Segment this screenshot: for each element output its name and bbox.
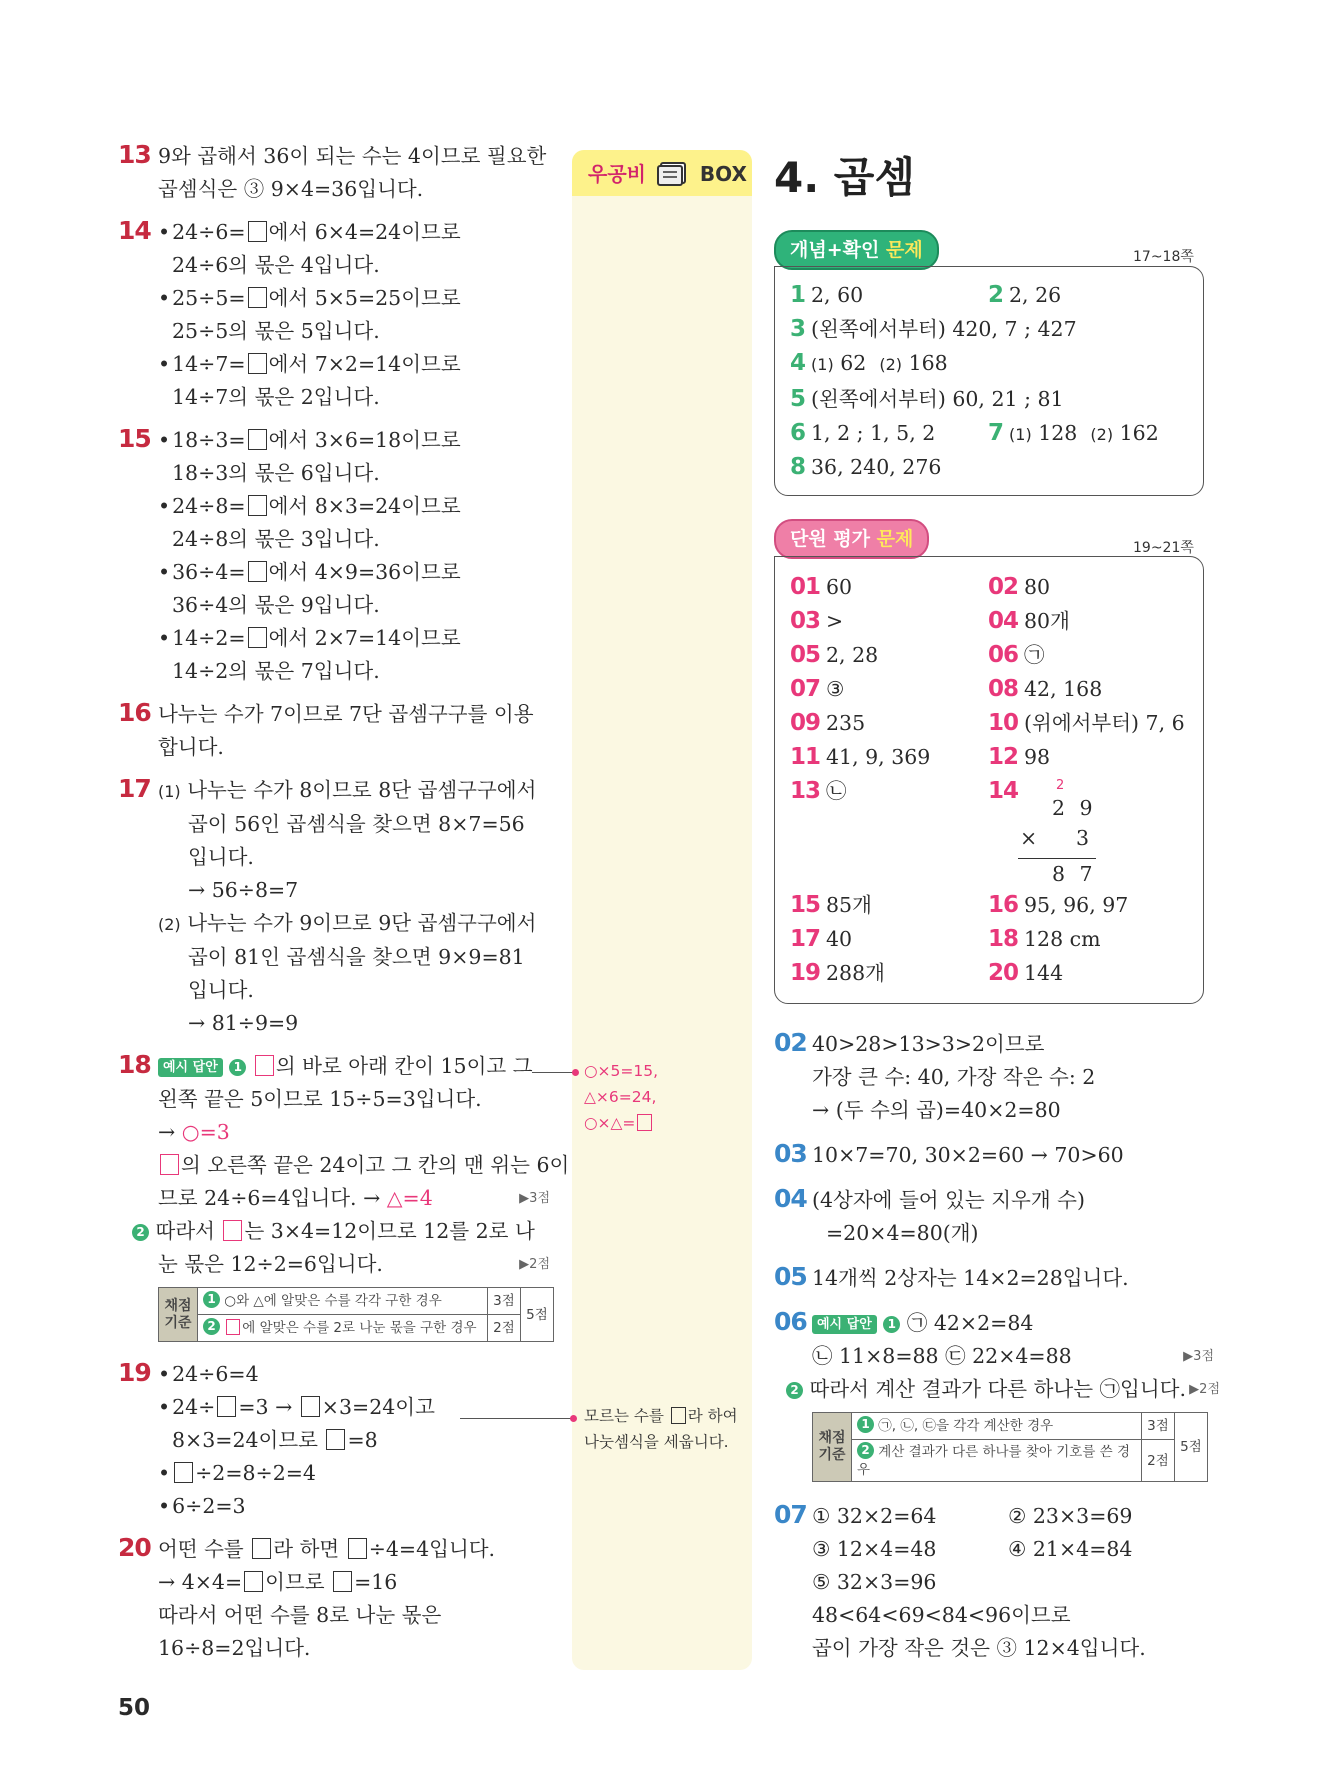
problem-number: 02: [774, 1028, 807, 1057]
grading-points: 3점: [1142, 1413, 1175, 1440]
answer-item-05: [790, 638, 878, 672]
answer-value: ㉠: [1024, 643, 1045, 667]
blank-box: [326, 1429, 345, 1450]
answer-item-11: [790, 740, 930, 774]
result-line: [1018, 858, 1096, 859]
answer-value: 288개: [826, 961, 885, 985]
problem-16: [118, 698, 558, 764]
text-line: 24÷8의 몫은 3입니다.: [172, 527, 380, 551]
answer-item-14: [988, 774, 1024, 808]
grading-points: 2점: [1142, 1440, 1175, 1482]
text-line: → 56÷8=7: [188, 878, 299, 902]
answer-item-15: [790, 888, 872, 922]
answer-row: [790, 416, 1190, 450]
answer-number: 08: [988, 676, 1019, 702]
note-line: △×6=24,: [584, 1088, 657, 1106]
text-line: 18÷3의 몫은 6입니다.: [172, 461, 380, 485]
text-line: =20×4=80(개): [826, 1221, 979, 1245]
text-line: 14÷7의 몫은 2입니다.: [172, 385, 380, 409]
blank-box: [252, 1538, 271, 1559]
blank-box: [248, 561, 267, 582]
answer-number: 18: [988, 926, 1019, 952]
text-line: ① 32×2=64 ② 23×3=69: [812, 1504, 1133, 1528]
text-line: (4상자에 들어 있는 지우개 수): [812, 1188, 1085, 1212]
text-line: • 24÷6=4: [158, 1358, 558, 1391]
grading-total: 5점: [521, 1288, 554, 1342]
grading-header: 채점 기준: [813, 1413, 852, 1482]
answer-item: 6 1, 2 ; 1, 5, 2: [790, 420, 936, 446]
page-range: 19~21쪽: [1133, 540, 1194, 556]
blank-box: [637, 1114, 652, 1131]
answer-number: 20: [988, 960, 1019, 986]
answer-value: 144: [1024, 961, 1064, 985]
answer-number: 11: [790, 744, 821, 770]
text-line: 14÷2의 몫은 7입니다.: [172, 659, 380, 683]
answer-item-04: [988, 604, 1070, 638]
answer-value: 41, 9, 369: [826, 745, 931, 769]
leader-line: [460, 1418, 572, 1419]
text-line: 왼쪽 끝은 5이므로 15÷5=3입니다.: [158, 1087, 482, 1111]
grading-header: 채점 기준: [159, 1288, 198, 1342]
blank-box: [671, 1407, 686, 1424]
box-note-18: [584, 1058, 658, 1136]
multiplier: 3: [1076, 826, 1090, 850]
blank-box: [248, 287, 267, 308]
explanation-05: [774, 1262, 1214, 1295]
problem-number: 06: [774, 1307, 807, 1336]
text-line: 36÷4의 몫은 9입니다.: [172, 593, 380, 617]
grading-points: 3점: [488, 1288, 521, 1315]
problem-18: [118, 1050, 570, 1342]
explanation-06: [774, 1307, 1220, 1482]
text-line: 므로 24÷6=4입니다. → △=4 ▶3점: [158, 1182, 558, 1215]
text-line: • 24÷8= 에서 8×3=24이므로: [158, 490, 558, 523]
carry-digit: 2: [1056, 778, 1065, 793]
product: 8 7: [1052, 862, 1097, 886]
text-line: • 24÷ =3 → ×3=24이고: [158, 1391, 558, 1424]
text-line: (2) 나누는 수가 9이므로 9단 곱셈구구에서: [158, 911, 537, 935]
text-line: 가장 큰 수: 40, 가장 작은 수: 2: [812, 1065, 1096, 1089]
text-line: • 36÷4= 에서 4×9=36이므로: [158, 556, 558, 589]
explanation-03: [774, 1139, 1214, 1172]
answer-number: 05: [790, 642, 821, 668]
answer-number: 09: [790, 710, 821, 736]
answer-item-02: [988, 570, 1050, 604]
explanation-04: [774, 1184, 1214, 1250]
example-answer-badge: 예시 답안: [812, 1315, 877, 1334]
grading-row: 1 ○와 △에 알맞은 수를 각각 구한 경우: [198, 1288, 488, 1315]
answer-value: 80개: [1024, 609, 1070, 633]
problem-number: 17: [118, 774, 151, 803]
answer-item-20: [988, 956, 1063, 990]
answer-number: 15: [790, 892, 821, 918]
answer-value: (위에서부터) 7, 6: [1024, 711, 1185, 735]
chapter-title: 4. 곱셈: [774, 153, 915, 202]
blank-box: [223, 1220, 242, 1241]
answer-value: 85개: [826, 893, 872, 917]
answer-item-16: [988, 888, 1128, 922]
text-line: • 6÷2=3: [158, 1490, 558, 1523]
blank-box: [248, 429, 267, 450]
answer-item: 4 (1) 62 (2) 168: [790, 350, 948, 376]
section-pill-unit-test: 단원 평가 문제: [774, 519, 929, 559]
problem-number: 14: [118, 216, 151, 245]
answer-value: 60: [826, 575, 853, 599]
answer-number: 03: [790, 608, 821, 634]
text-line: • 14÷7= 에서 7×2=14이므로: [158, 348, 558, 381]
answer-value: ㉡: [826, 779, 847, 803]
text-line: 곱이 81인 곱셈식을 찾으면 9×9=81: [188, 945, 525, 969]
blank-box: [248, 221, 267, 242]
answer-value: 128 cm: [1024, 927, 1101, 951]
note-line: ○×△=: [584, 1110, 658, 1136]
note-line: 모르는 수를 라 하여: [584, 1407, 738, 1425]
text-line: 16÷8=2입니다.: [158, 1636, 311, 1660]
answer-item-03: [790, 604, 843, 638]
answer-value: 80: [1024, 575, 1051, 599]
example-answer-badge: 예시 답안: [158, 1058, 223, 1077]
box-note-19: [584, 1403, 738, 1455]
operator: ×: [1020, 826, 1038, 850]
leader-dot: [570, 1415, 577, 1422]
problem-number: 05: [774, 1262, 807, 1291]
answer-number: 16: [988, 892, 1019, 918]
blank-box: [248, 353, 267, 374]
text-line: (1) 나누는 수가 8이므로 8단 곱셈구구에서: [158, 778, 537, 802]
grading-table: [812, 1412, 1208, 1482]
text-line: → 81÷9=9: [188, 1011, 299, 1035]
problem-number: 15: [118, 424, 151, 453]
blank-box: [248, 627, 267, 648]
blank-box: [255, 1055, 274, 1076]
text-line: • ÷2=8÷2=4: [158, 1457, 558, 1490]
text-line: 24÷6의 몫은 4입니다.: [172, 253, 380, 277]
answer-row: [790, 278, 1190, 312]
text-line: 25÷5의 몫은 5입니다.: [172, 319, 380, 343]
text-line: 2 따라서 계산 결과가 다른 하나는 ㉠입니다. ▶2점: [786, 1373, 1214, 1406]
answer-item: 5 (왼쪽에서부터) 60, 21 ; 81: [790, 386, 1064, 412]
text-line: 의 오른쪽 끝은 24이고 그 칸의 맨 위는 6이: [158, 1149, 558, 1182]
answer-number: 02: [988, 574, 1019, 600]
step-marker: 2: [857, 1442, 874, 1459]
answer-number: 10: [988, 710, 1019, 736]
answer-item-13: [790, 774, 847, 808]
text-line: 곱이 가장 작은 것은 ③ 12×4입니다.: [812, 1636, 1146, 1660]
problem-number: 16: [118, 698, 151, 727]
answer-number: 06: [988, 642, 1019, 668]
grading-total: 5점: [1175, 1413, 1208, 1482]
text-line: 입니다.: [188, 978, 254, 1002]
answer-number: 19: [790, 960, 821, 986]
note-line: ○×5=15,: [584, 1062, 659, 1080]
answer-item-17: [790, 922, 852, 956]
step-marker: 1: [229, 1059, 246, 1076]
notebook-icon: [657, 161, 689, 192]
blank-box: [160, 1154, 179, 1175]
text-line: → 4×4= 이므로 =16: [158, 1570, 398, 1594]
answer-number: 04: [988, 608, 1019, 634]
concept-answers: [790, 278, 1190, 484]
text-line: 합니다.: [158, 735, 224, 759]
answer-value: 235: [826, 711, 866, 735]
step-marker: 1: [883, 1316, 900, 1333]
problem-number: 07: [774, 1500, 807, 1529]
problem-number: 03: [774, 1139, 807, 1168]
answer-item-06: [988, 638, 1045, 672]
answer-item-01: [790, 570, 852, 604]
text-line: 예시 답안 1 의 바로 아래 칸이 15이고 그: [158, 1050, 558, 1083]
problem-number: 19: [118, 1358, 151, 1387]
text-line: • 18÷3= 에서 3×6=18이므로: [158, 424, 558, 457]
grading-row: 2 에 알맞은 수를 2로 나눈 몫을 구한 경우: [198, 1315, 488, 1342]
left-column: [118, 140, 570, 1675]
answer-item: 2 2, 26: [988, 282, 1062, 308]
text-line: 나누는 수가 7이므로 7단 곱셈구구를 이용: [158, 702, 534, 726]
text-line: 8×3=24이므로 =8: [172, 1428, 378, 1452]
blank-box: [244, 1571, 263, 1592]
explanation-07: [774, 1500, 1214, 1665]
answer-number: 13: [790, 778, 821, 804]
text-line: 어떤 수를 라 하면 ÷4=4입니다.: [158, 1537, 496, 1561]
text-line: → ○=3: [158, 1120, 230, 1144]
blank-box: [217, 1396, 236, 1417]
problem-14: [118, 216, 558, 414]
text-line: 곱이 56인 곱셈식을 찾으면 8×7=56: [188, 812, 525, 836]
step-marker: 1: [203, 1291, 220, 1308]
section-pill-concept: 개념+확인 문제: [774, 230, 939, 270]
answer-number: 14: [988, 778, 1019, 804]
problem-19: [118, 1358, 558, 1523]
grading-row: 2 계산 결과가 다른 하나를 찾아 기호를 쓴 경우: [852, 1440, 1142, 1482]
note-line: 나눗셈식을 세웁니다.: [584, 1433, 729, 1451]
text-line: ㉡ 11×8=88 ㉢ 22×4=88 ▶3점: [812, 1340, 1214, 1373]
text-line: 입니다.: [188, 845, 254, 869]
answer-number: 12: [988, 744, 1019, 770]
answer-item-19: [790, 956, 885, 990]
answer-value: 40: [826, 927, 853, 951]
grading-row: 1 ㉠, ㉡, ㉢을 각각 계산한 경우: [852, 1413, 1142, 1440]
problem-number: 18: [118, 1050, 151, 1079]
answer-value: 42, 168: [1024, 677, 1103, 701]
blank-box: [226, 1319, 240, 1335]
problem-20: [118, 1533, 558, 1665]
answer-item-18: [988, 922, 1101, 956]
problem-number: 20: [118, 1533, 151, 1562]
text-line: 예시 답안 1 ㉠ 42×2=84: [812, 1307, 1214, 1340]
grading-points: 2점: [488, 1315, 521, 1342]
answer-item-10: [988, 706, 1185, 740]
text-line: 10×7=70, 30×2=60 → 70>60: [812, 1143, 1124, 1167]
answer-item: 3 (왼쪽에서부터) 420, 7 ; 427: [790, 316, 1077, 342]
text-line: 14개씩 2상자는 14×2=28입니다.: [812, 1266, 1129, 1290]
answer-item: 7 (1) 128 (2) 162: [988, 420, 1159, 446]
answer-value: 2, 28: [826, 643, 879, 667]
blank-box: [333, 1571, 352, 1592]
problem-15: [118, 424, 558, 688]
answer-item-08: [988, 672, 1102, 706]
answer-number: 17: [790, 926, 821, 952]
text-line: ③ 12×4=48 ④ 21×4=84: [812, 1537, 1133, 1561]
text-line: → (두 수의 곱)=40×2=80: [812, 1098, 1061, 1122]
unit-test-answers: [790, 570, 1190, 990]
problem-13: [118, 140, 558, 206]
right-explanations: [774, 1028, 1220, 1677]
blank-box: [174, 1462, 193, 1483]
multiplicand: 2 9: [1052, 796, 1097, 820]
step-marker: 1: [857, 1416, 874, 1433]
page-number: 50: [118, 1695, 151, 1721]
explanation-02: [774, 1028, 1214, 1127]
answer-value: 95, 96, 97: [1024, 893, 1129, 917]
leader-dot: [572, 1069, 579, 1076]
answer-item: 8 36, 240, 276: [790, 454, 942, 480]
answer-item: 1 2, 60: [790, 282, 864, 308]
text-line: • 24÷6= 에서 6×4=24이므로: [158, 216, 558, 249]
blank-box: [301, 1396, 320, 1417]
text-line: 따라서 어떤 수를 8로 나눈 몫은: [158, 1603, 442, 1627]
text-line: 48<64<69<84<96이므로: [812, 1603, 1071, 1627]
blank-box: [248, 495, 267, 516]
points: ▶2점: [519, 1257, 550, 1272]
points: ▶3점: [519, 1191, 550, 1206]
text-line: ⑤ 32×3=96: [812, 1570, 937, 1594]
text-line: • 25÷5= 에서 5×5=25이므로: [158, 282, 558, 315]
page-range: 17~18쪽: [1133, 249, 1194, 265]
text-line: • 14÷2= 에서 2×7=14이므로: [158, 622, 558, 655]
points: ▶2점: [1189, 1382, 1220, 1397]
problem-17: [118, 774, 558, 1040]
text-line: 9와 곱해서 36이 되는 수는 4이므로 필요한: [158, 144, 547, 168]
problem-number: 04: [774, 1184, 807, 1213]
step-marker: 2: [203, 1318, 220, 1335]
answer-value: 98: [1024, 745, 1051, 769]
answer-item-12: [988, 740, 1050, 774]
text-line: 눈 몫은 12÷2=6입니다. ▶2점: [158, 1248, 558, 1281]
answer-item-07: [790, 672, 844, 706]
answer-number: 01: [790, 574, 821, 600]
text-line: 2 따라서 는 3×4=12이므로 12를 2로 나: [132, 1215, 558, 1248]
step-marker: 2: [786, 1382, 803, 1399]
step-marker: 2: [132, 1224, 149, 1241]
blank-box: [348, 1538, 367, 1559]
points: ▶3점: [1183, 1349, 1214, 1364]
answer-value: ③: [826, 677, 845, 701]
grading-table: [158, 1287, 554, 1342]
problem-number: 13: [118, 140, 151, 169]
box-title: 우공비 BOX: [588, 158, 747, 192]
answer-value: >: [826, 609, 844, 633]
text-line: 40>28>13>3>2이므로: [812, 1032, 1045, 1056]
answer-item-09: [790, 706, 865, 740]
answer-number: 07: [790, 676, 821, 702]
text-line: 곱셈식은 ③ 9×4=36입니다.: [158, 177, 424, 201]
